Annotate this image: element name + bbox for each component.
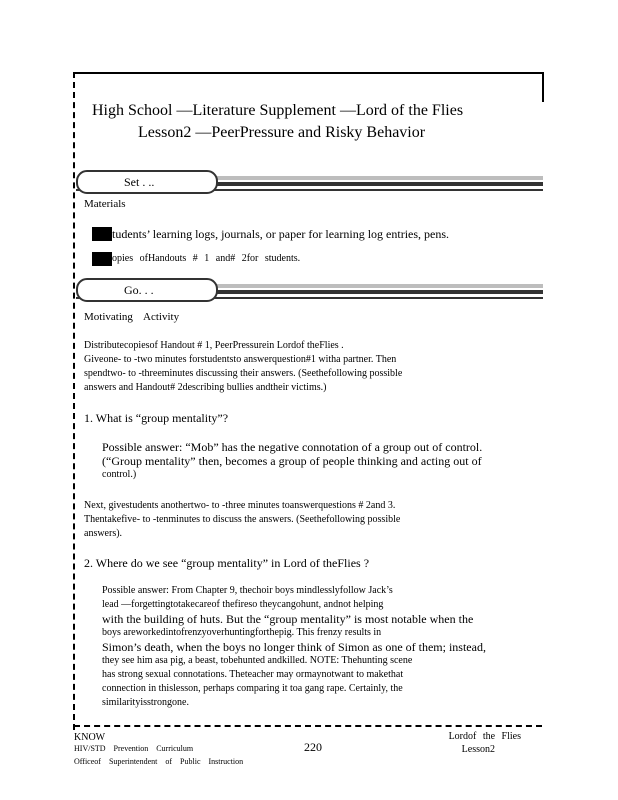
question-1: 1. What is “group mentality”? bbox=[84, 411, 229, 425]
answer-line: connection in thislesson, perhaps comparing it toa gang rape. Certainly, the bbox=[102, 683, 403, 694]
next-paragraph bbox=[84, 499, 496, 541]
answer-line: (“Group mentality” then, becomes a group of people thinking and acting out of bbox=[102, 454, 482, 468]
footer-lesson: Lesson2 bbox=[461, 744, 495, 755]
materials-item-1: tudents’ learning logs, journals, or paper for learning log entries, pens. bbox=[112, 227, 450, 241]
redacted-bullet bbox=[92, 227, 112, 241]
paragraph-line: Distributecopiesof Handout # 1, PeerPressurein Lordof theFlies . bbox=[84, 340, 344, 351]
motivating-paragraph bbox=[84, 339, 496, 395]
title-line-2: Lesson2 —PeerPressure and Risky Behavior bbox=[138, 124, 426, 141]
answer-line: boys areworkedintofrenzyoverhuntingforthepig. This frenzy results in bbox=[102, 627, 382, 638]
answer-line: they see him asa pig, a beast, tobehunted andkilled. NOTE: Thehunting scene bbox=[102, 655, 413, 666]
question-2: 2. Where do we see “group mentality” in Lord of theFlies ? bbox=[84, 556, 370, 570]
set-section-label: Set . .. bbox=[124, 175, 155, 189]
paragraph-line: answers). bbox=[84, 528, 123, 539]
section-rule-light bbox=[206, 284, 543, 288]
footer-office: Officeof Superintendent of Public Instruction bbox=[74, 757, 244, 766]
answer-line: Simon’s death, when the boys no longer think of Simon as one of them; instead, bbox=[102, 640, 486, 654]
answer-line: Possible answer: From Chapter 9, thechoir boys mindlesslyfollow Jack’s bbox=[102, 585, 393, 596]
paragraph-line: Next, givestudents anothertwo- to -three minutes toanswerquestions # 2and 3. bbox=[84, 500, 396, 511]
question-1-answer bbox=[102, 440, 492, 482]
paragraph-line: Thentakefive- to -tenminutes to discuss the answers. (Seethefollowing possible bbox=[84, 514, 401, 525]
paragraph-line: answers and Handout# 2describing bullies andtheir victims.) bbox=[84, 382, 327, 393]
go-section-label: Go. . . bbox=[124, 283, 154, 297]
page-right-border bbox=[542, 72, 544, 102]
answer-line: lead —forgettingtotakecareof thefireso theycangohunt, andnot helping bbox=[102, 599, 384, 610]
materials-heading: Materials bbox=[84, 198, 126, 210]
page-number: 220 bbox=[304, 740, 322, 754]
title-line-1: High School —Literature Supplement —Lord of the Flies bbox=[92, 102, 464, 119]
answer-line: Possible answer: “Mob” has the negative connotation of a group out of control. bbox=[102, 440, 483, 454]
page-top-border bbox=[74, 72, 544, 74]
answer-line: similarityisstrongone. bbox=[102, 697, 189, 708]
set-section-pill bbox=[76, 170, 218, 194]
go-section-bar bbox=[76, 278, 543, 302]
motivating-heading: Motivating Activity bbox=[84, 311, 180, 323]
section-rule-light bbox=[206, 176, 543, 180]
answer-line: has strong sexual connotations. Theteacher may ormaynotwant to makethat bbox=[102, 669, 404, 680]
document-title bbox=[92, 100, 532, 144]
question-2-answer bbox=[102, 584, 492, 710]
set-section-bar bbox=[76, 170, 543, 194]
materials-item-2: opies ofHandouts # 1 and# 2for students. bbox=[112, 253, 301, 264]
footer-left bbox=[74, 732, 243, 767]
redacted-bullet bbox=[92, 252, 112, 266]
page-left-border bbox=[73, 72, 75, 730]
answer-line: control.) bbox=[102, 469, 137, 480]
footer-program: KNOW bbox=[74, 732, 106, 743]
answer-line: with the building of huts. But the “group mentality” is most notable when the bbox=[102, 612, 474, 626]
go-section-pill bbox=[76, 278, 218, 302]
section-rule-dark bbox=[206, 290, 543, 294]
paragraph-line: spendtwo- to -threeminutes discussing their answers. (Seethefollowing possible bbox=[84, 368, 403, 379]
footer-book-title: Lordof the Flies bbox=[448, 731, 521, 742]
page-bottom-border bbox=[74, 725, 542, 727]
footer-curriculum: HIV/STD Prevention Curriculum bbox=[74, 744, 194, 753]
section-rule-dark bbox=[206, 182, 543, 186]
footer-right bbox=[441, 731, 521, 755]
paragraph-line: Giveone- to -two minutes forstudentsto answerquestion#1 witha partner. Then bbox=[84, 354, 397, 365]
